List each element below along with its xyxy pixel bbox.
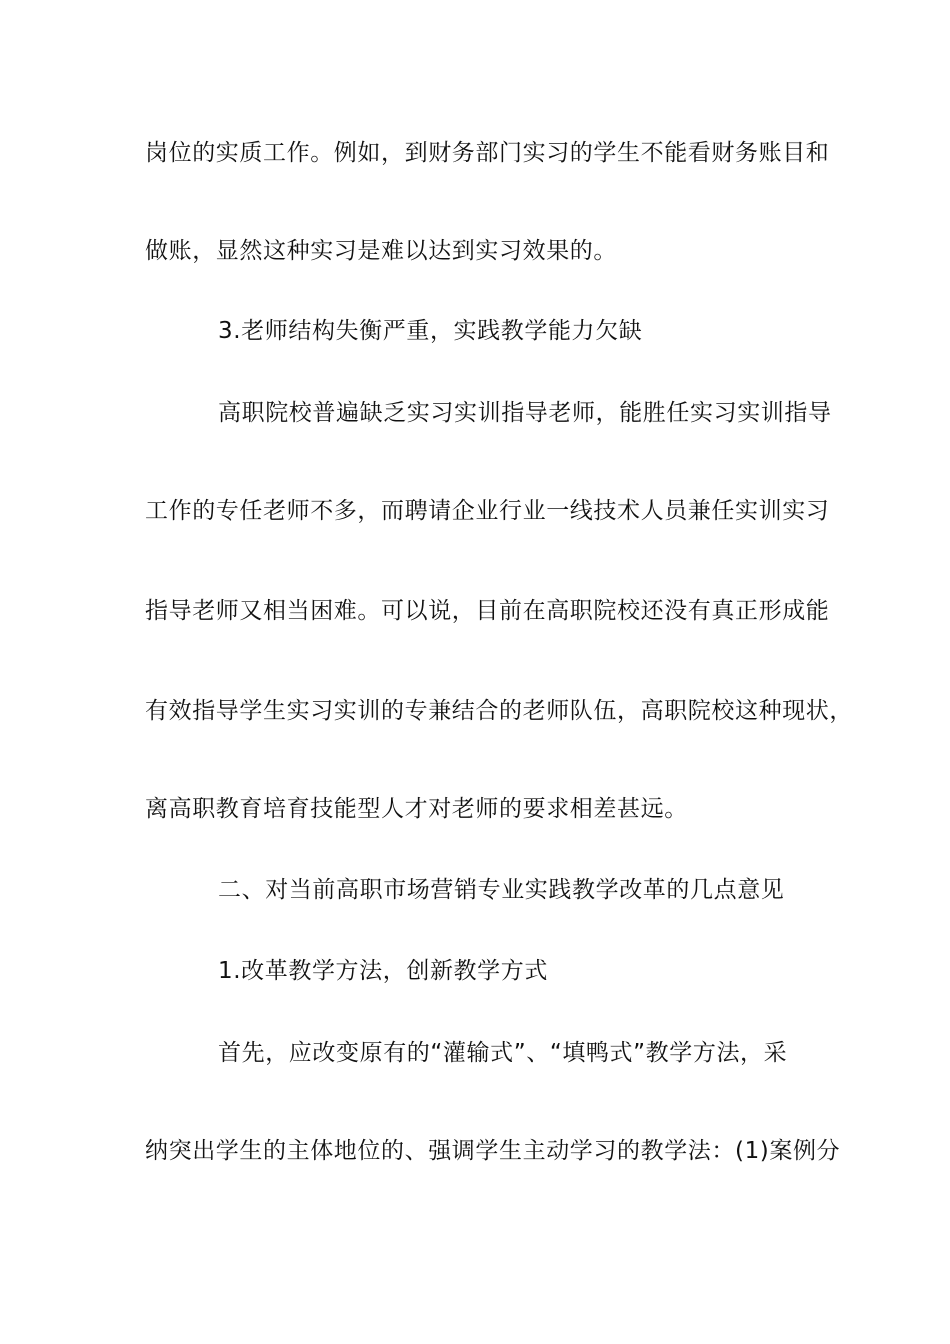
paragraph-line: 首先，应改变原有的“灌输式”、“填鸭式”教学方法，采 xyxy=(218,1040,788,1066)
section-heading: 3.老师结构失衡严重，实践教学能力欠缺 xyxy=(218,318,643,344)
paragraph-line: 有效指导学生实习实训的专兼结合的老师队伍，高职院校这种现状， xyxy=(145,698,853,724)
paragraph-line: 岗位的实质工作。例如，到财务部门实习的学生不能看财务账目和 xyxy=(145,140,830,166)
paragraph-line: 工作的专任老师不多，而聘请企业行业一线技术人员兼任实训实习 xyxy=(145,498,830,524)
paragraph-line: 做账，显然这种实习是难以达到实习效果的。 xyxy=(145,238,617,264)
paragraph-line: 指导老师又相当困难。可以说，目前在高职院校还没有真正形成能 xyxy=(145,598,830,624)
paragraph-line: 纳突出学生的主体地位的、强调学生主动学习的教学法：(1)案例分 xyxy=(145,1138,841,1164)
paragraph-line: 离高职教育培育技能型人才对老师的要求相差甚远。 xyxy=(145,796,688,822)
paragraph-line: 高职院校普遍缺乏实习实训指导老师，能胜任实习实训指导 xyxy=(218,400,832,426)
subsection-heading: 1.改革教学方法，创新教学方式 xyxy=(218,958,548,984)
section-heading: 二、对当前高职市场营销专业实践教学改革的几点意见 xyxy=(218,877,785,903)
